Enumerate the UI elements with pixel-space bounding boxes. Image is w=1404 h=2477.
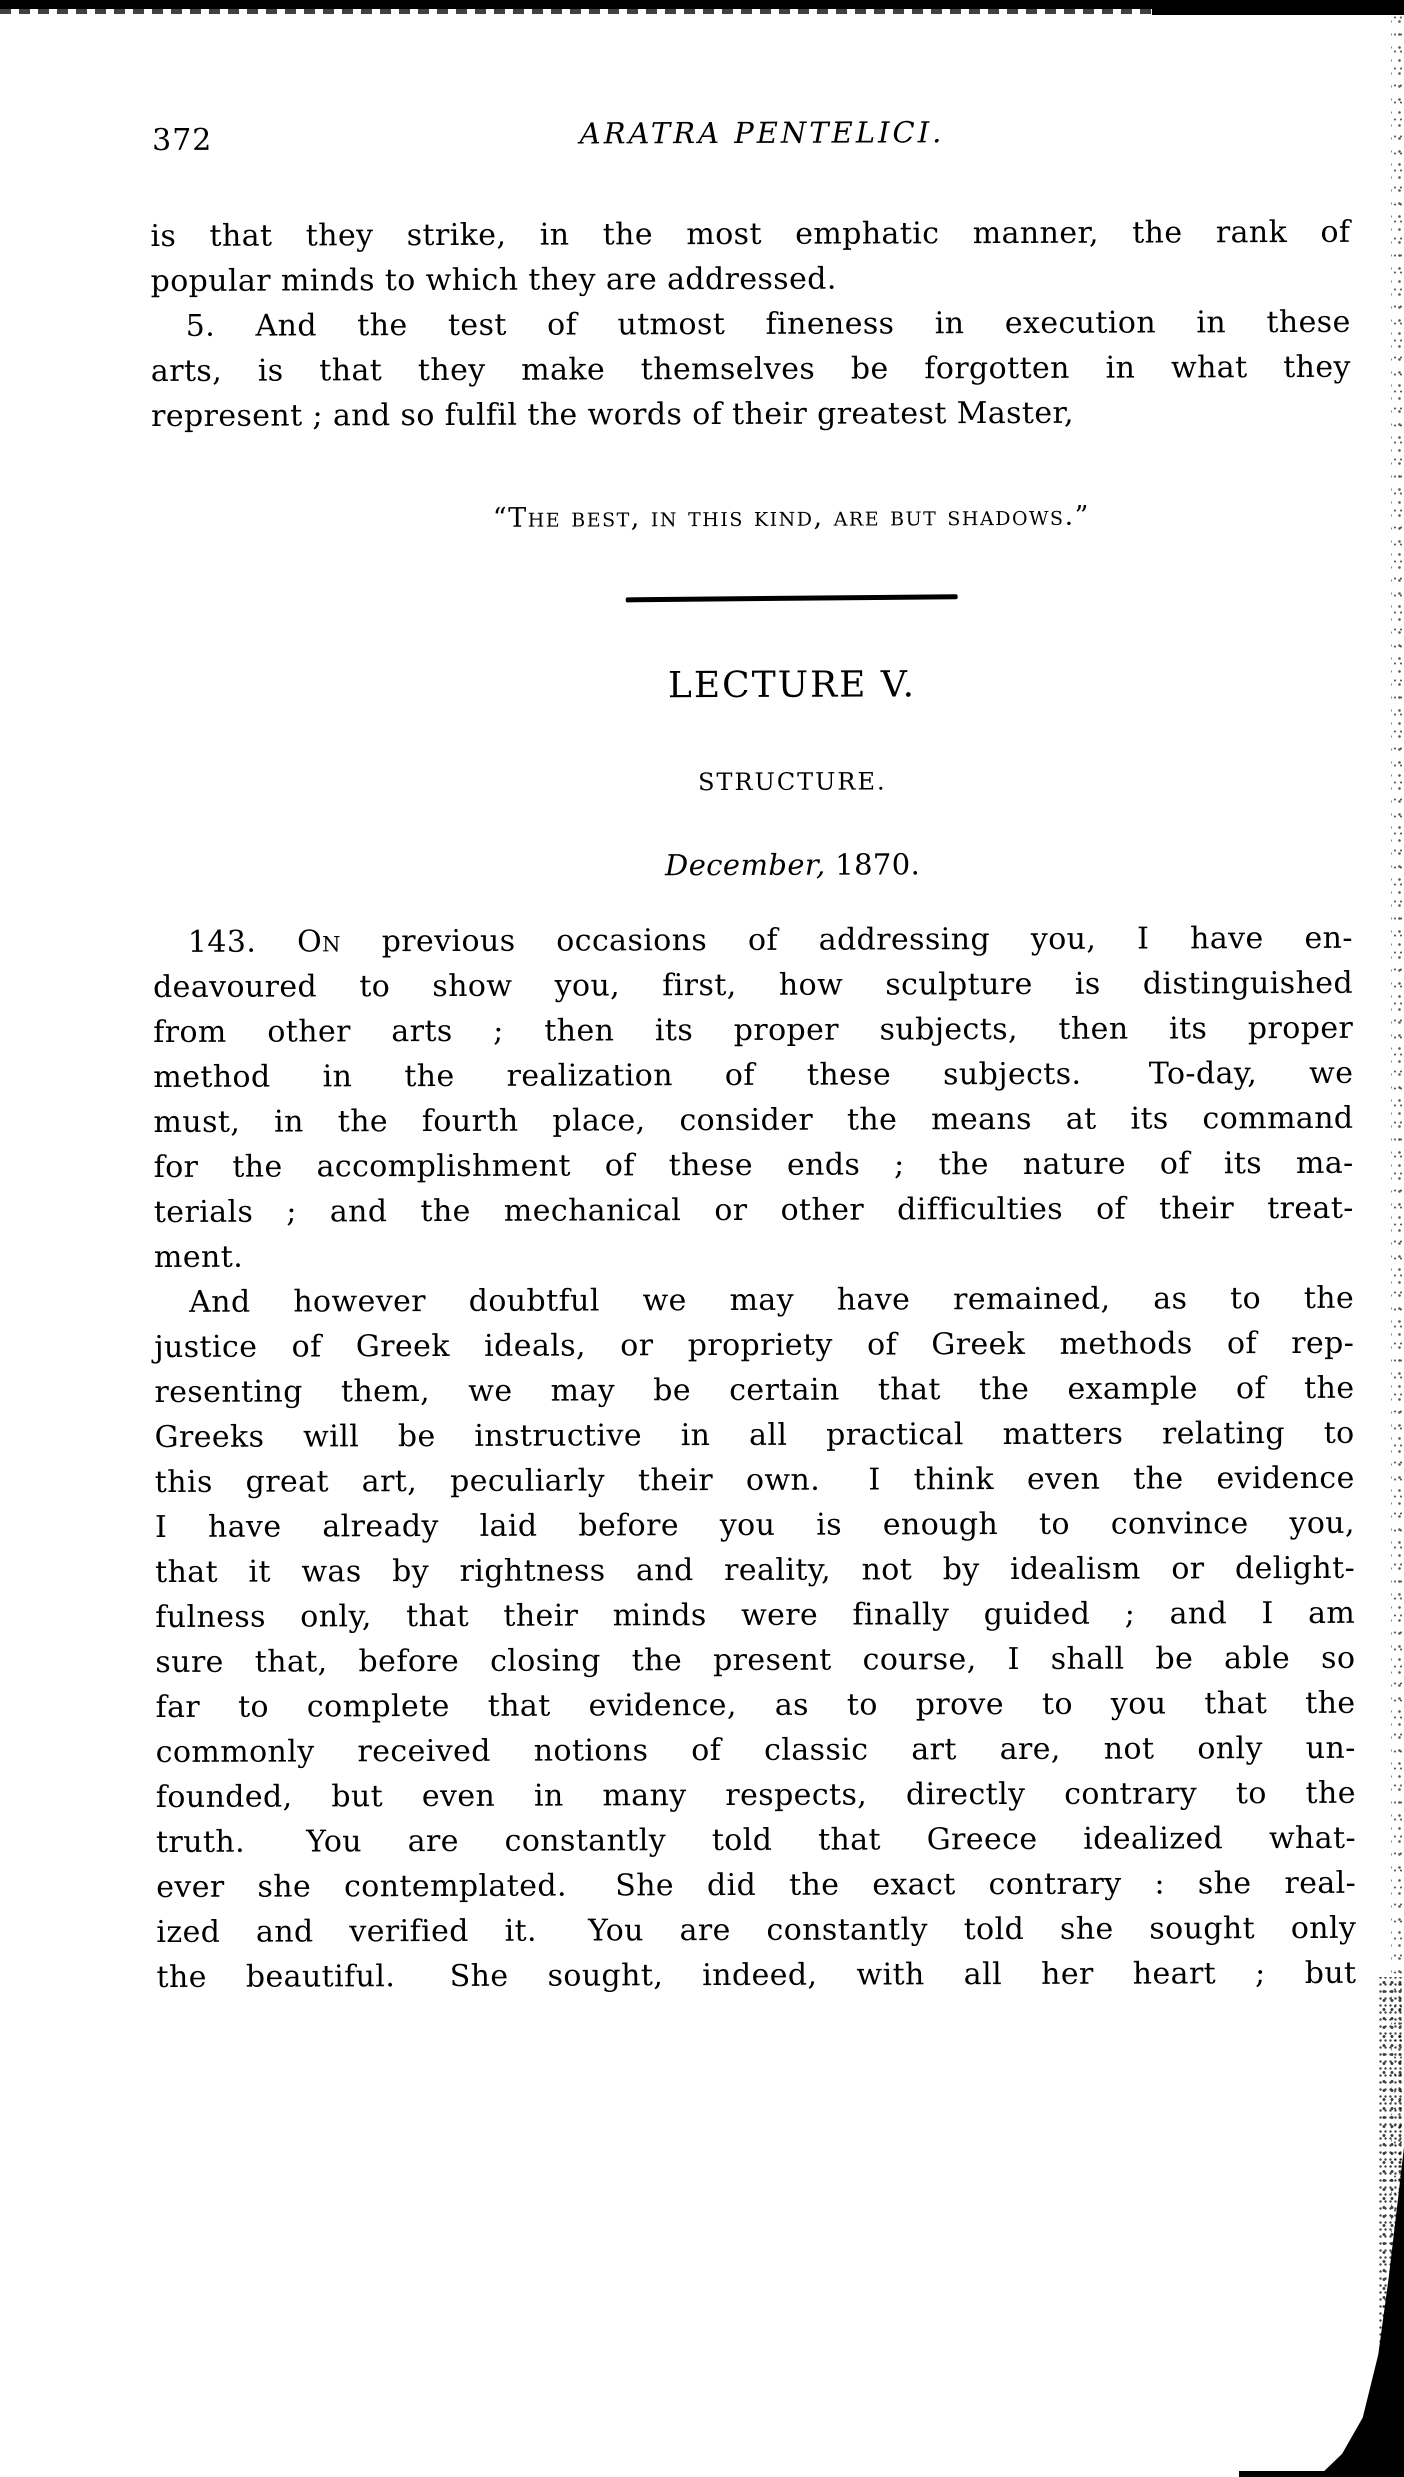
text-line: from other arts ; then its proper subjects, then its proper [153,1010,1354,1050]
text-line: commonly received notions of classic art are, not only un- [155,1730,1356,1770]
text-line: resenting them, we may be certain that the example of the [154,1370,1355,1410]
text-line: the beautiful. She sought, indeed, with all her heart ; but [156,1955,1357,1995]
page-content [150,114,1357,2000]
body-text [150,210,1356,2000]
text-line: 5. And the test of utmost fineness in execution in these [185,304,1351,344]
text-line: popular minds to which they are addressed. [150,261,837,299]
epigraph-quote [191,493,1391,542]
text-line: justice of Greek ideals, or propriety of Greek methods of rep- [154,1325,1355,1365]
lecture-heading: LECTURE V. [667,664,917,707]
text-line: is that they strike, in the most emphatic manner, the rank of [150,214,1351,254]
running-title: ARATRA PENTELICI. [579,115,945,151]
text-line: far to complete that evidence, as to prove to you that the [155,1685,1356,1725]
paragraph-and-however [154,1276,1357,2000]
page-header [150,114,1350,160]
dateline [193,841,1393,890]
dateline-month: December, [664,847,826,883]
text-line: method in the realization of these subjects. To-day, we [153,1055,1354,1095]
text-line: truth. You are constantly told that Greece idealized what- [155,1820,1357,1860]
scan-bottom-edge [1239,2471,1404,2477]
text-line: fulness only, that their minds were finally guided ; and I am [155,1595,1356,1635]
text-line: 143. On previous occasions of addressing you, I have en- [187,920,1353,960]
text-line: I have already laid before you is enough to convince you, [154,1505,1355,1545]
text-line: that it was by rightness and reality, not by idealism or delight- [155,1550,1356,1590]
paragraph-continuation [150,210,1350,304]
text-line: represent ; and so fulfil the words of their greatest Master, [150,395,1074,434]
text-line: ized and verified it. You are constantly told she sought only [156,1910,1357,1950]
text-line: this great art, peculiarly their own. I think even the evidence [154,1460,1355,1500]
page-number: 372 [152,122,213,158]
text-line: ment. [153,1239,244,1275]
text-line: for the accomplishment of these ends ; the nature of its ma- [153,1145,1354,1185]
text-line: deavoured to show you, first, how sculpture is distinguished [152,965,1354,1005]
text-line: terials ; and the mechanical or other difficulties of their treat- [153,1190,1354,1230]
dateline-year: 1870. [825,847,921,882]
lecture-subtitle: STRUCTURE. [697,767,887,797]
paragraph-5 [151,300,1351,439]
text-line: sure that, before closing the present course, I shall be able so [155,1640,1356,1680]
scan-top-right-edge [1152,0,1404,15]
text-line: And however doubtful we may have remained, as to the [189,1280,1355,1320]
epigraph-quote-text: “The best, in this kind, are but shadows.” [492,500,1090,534]
text-line: arts, is that they make themselves be forgotten in what they [150,349,1351,389]
section-rule [626,594,958,602]
text-line: Greeks will be instructive in all practical matters relating to [154,1415,1355,1455]
text-line: must, in the fourth place, consider the means at its command [153,1100,1354,1140]
text-line: founded, but even in many respects, directly contrary to the [155,1775,1356,1815]
text-line: ever she contemplated. She did the exact contrary : she real- [156,1865,1357,1905]
paragraph-143 [153,916,1354,1280]
